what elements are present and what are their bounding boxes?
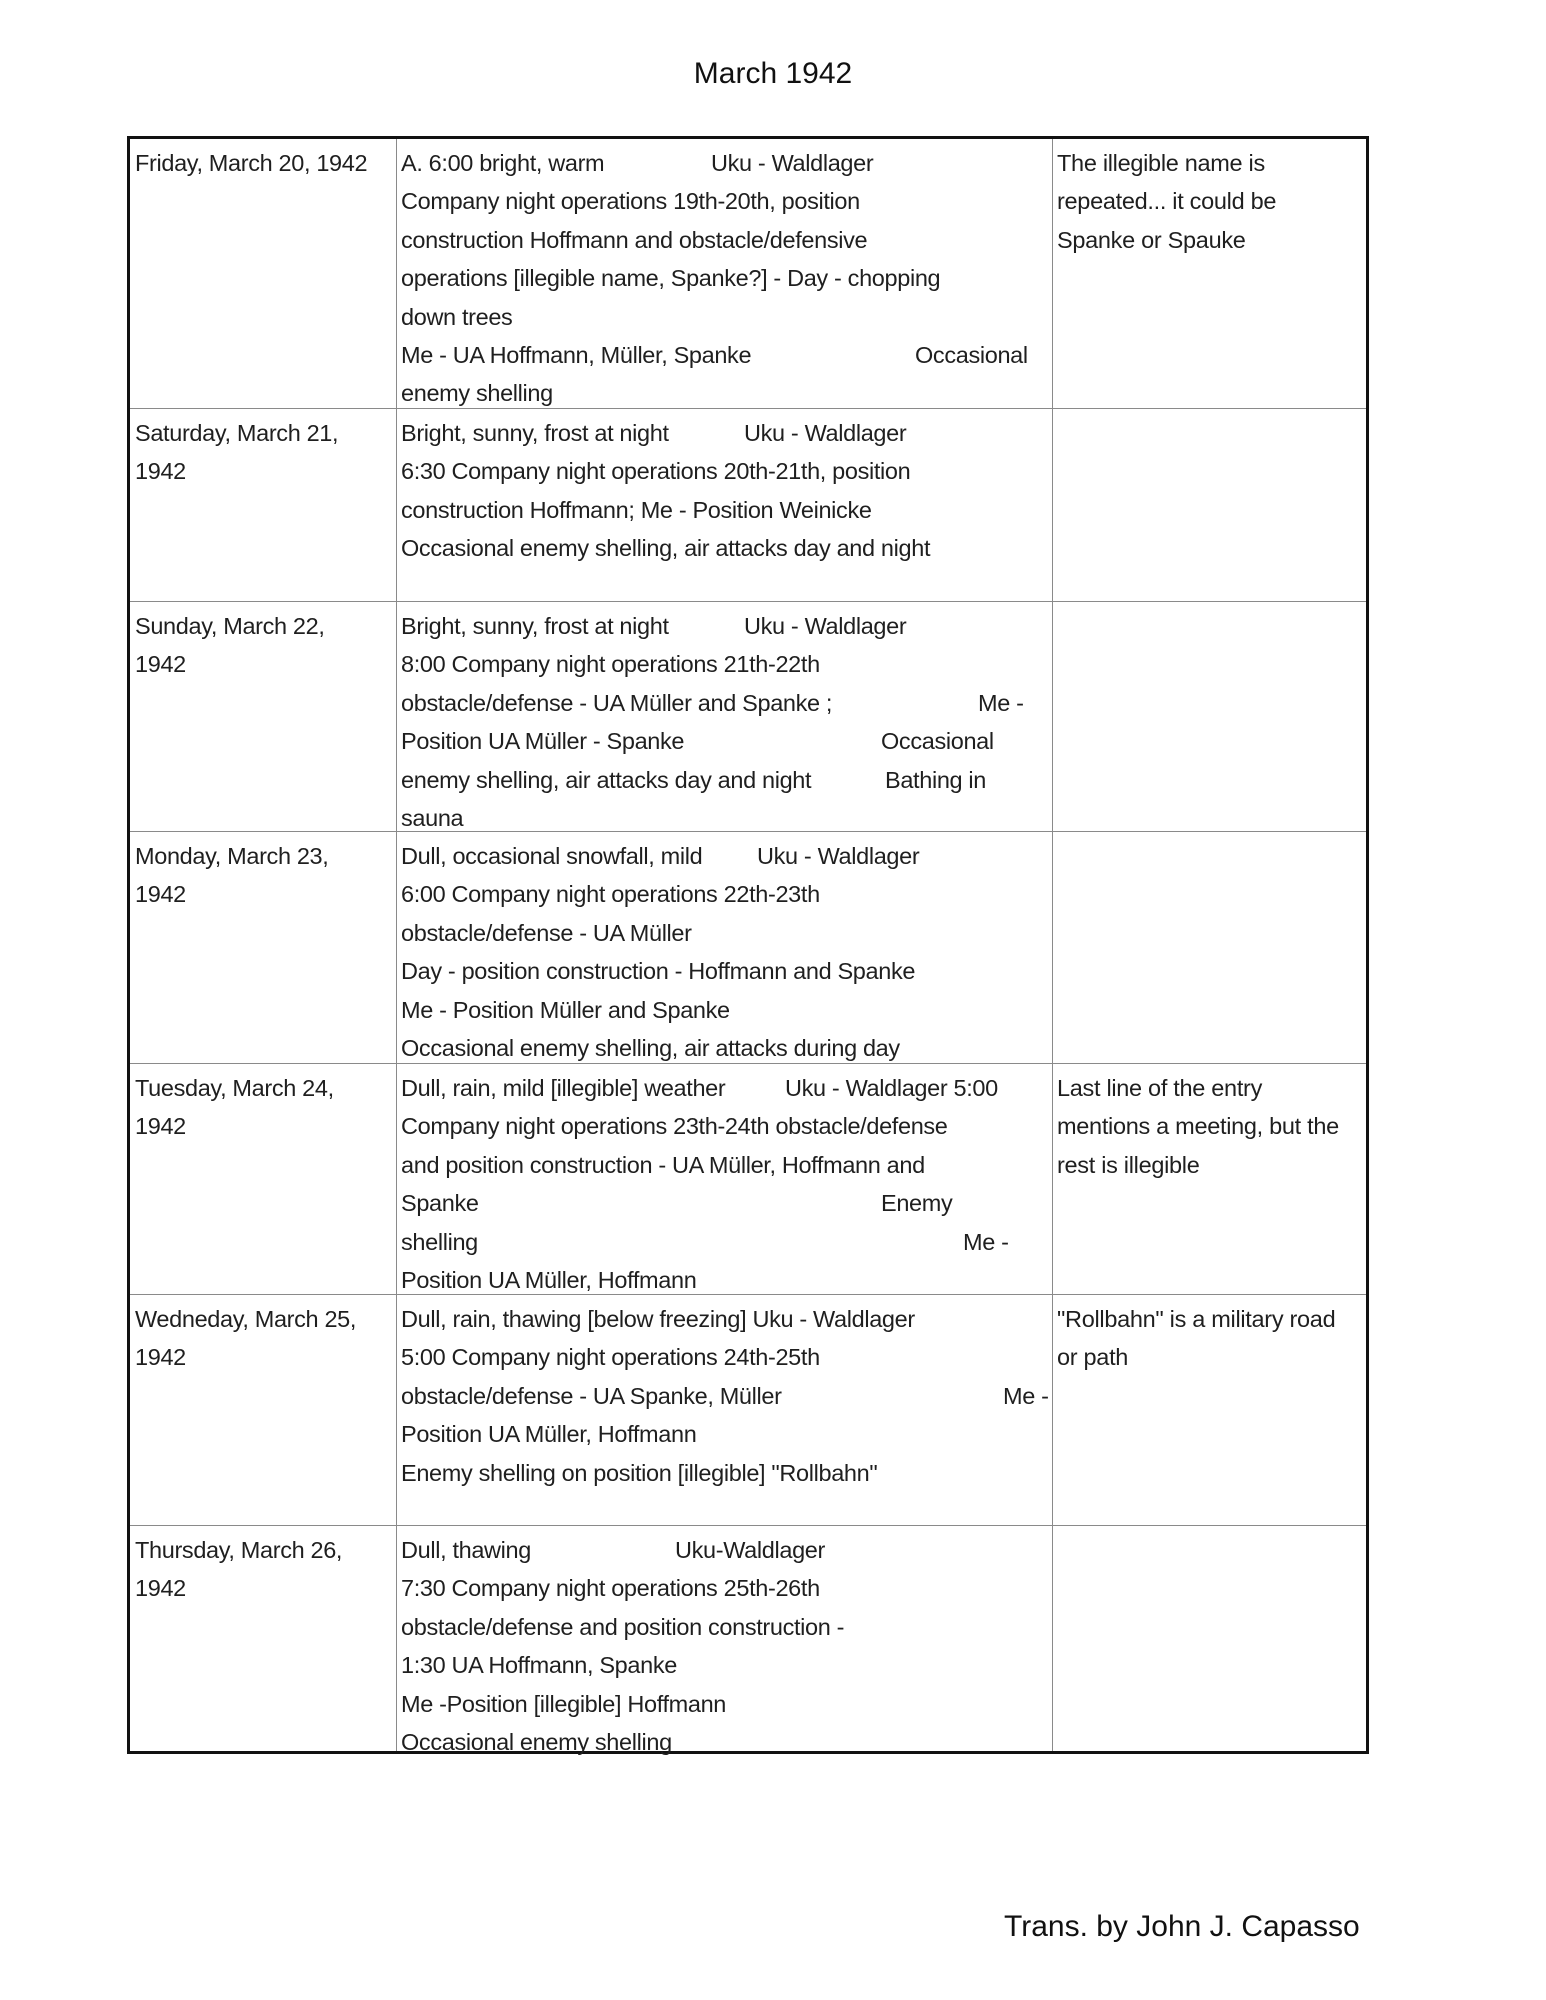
entry-text-right: Uku - Waldlager bbox=[744, 613, 907, 639]
entry-line bbox=[401, 761, 1052, 799]
entry-text: 5:00 Company night operations 24th-25th bbox=[401, 1344, 820, 1371]
entry-text: obstacle/defense and position construction - bbox=[401, 1613, 845, 1640]
entry-line bbox=[401, 1261, 1052, 1299]
entry-line bbox=[401, 182, 1052, 220]
entry-text: Dull, thawing bbox=[401, 1537, 531, 1563]
entry-line bbox=[401, 1377, 1052, 1415]
entry-line bbox=[401, 529, 1052, 567]
entry-line bbox=[401, 875, 1052, 913]
entry-line bbox=[401, 298, 1052, 336]
entry-text: A. 6:00 bright, warm bbox=[401, 150, 605, 176]
note-text: Spanke or Spauke bbox=[1057, 226, 1246, 253]
entry-text: Me - UA Hoffmann, Müller, Spanke bbox=[401, 341, 752, 368]
entry-text-right: Me - bbox=[1003, 1382, 1049, 1409]
entry-line bbox=[401, 221, 1052, 259]
date-text: 1942 bbox=[135, 881, 186, 908]
date-text: 1942 bbox=[135, 458, 186, 485]
entry-text-right: Bathing in bbox=[885, 766, 987, 793]
entry-line bbox=[401, 837, 1052, 875]
table-row bbox=[130, 602, 1366, 832]
entry-text: Occasional enemy shelling, air attacks during day bbox=[401, 1034, 900, 1061]
entry-line bbox=[401, 1146, 1052, 1184]
entry-cell bbox=[397, 139, 1053, 408]
entry-cell bbox=[397, 832, 1053, 1063]
date-text: 1942 bbox=[135, 651, 186, 678]
entry-cell bbox=[397, 1295, 1053, 1525]
entry-line bbox=[401, 374, 1052, 412]
entry-cell bbox=[397, 602, 1053, 831]
date-cell bbox=[130, 139, 397, 408]
entry-cell bbox=[397, 1526, 1053, 1755]
entry-text-right: Me - bbox=[963, 1228, 1009, 1255]
entry-text: Position UA Müller, Hoffmann bbox=[401, 1421, 697, 1448]
date-text: 1942 bbox=[135, 1344, 186, 1371]
translator-credit: Trans. by John J. Capasso bbox=[1004, 1910, 1360, 1943]
date-text: Thursday, March 26, bbox=[135, 1537, 343, 1563]
note-text: The illegible name is bbox=[1057, 150, 1265, 176]
note-cell bbox=[1053, 1526, 1366, 1751]
table-row bbox=[130, 1064, 1366, 1295]
date-cell bbox=[130, 1526, 397, 1751]
date-text: Monday, March 23, bbox=[135, 843, 329, 869]
entry-line bbox=[401, 1531, 1052, 1569]
entry-text: 8:00 Company night operations 21th-22th bbox=[401, 651, 820, 678]
date-cell bbox=[130, 1295, 397, 1525]
entry-line bbox=[401, 1338, 1052, 1376]
entry-text: Position UA Müller, Hoffmann bbox=[401, 1266, 697, 1293]
entry-line bbox=[401, 991, 1052, 1029]
entry-line bbox=[401, 1300, 1052, 1338]
date-cell bbox=[130, 602, 397, 831]
entry-text: shelling bbox=[401, 1228, 478, 1255]
entry-text: 6:30 Company night operations 20th-21th, position bbox=[401, 458, 911, 485]
diary-table bbox=[127, 136, 1369, 1754]
date-text: Tuesday, March 24, bbox=[135, 1075, 334, 1101]
entry-line bbox=[401, 144, 1052, 182]
table-row bbox=[130, 832, 1366, 1064]
entry-text: Me - Position Müller and Spanke bbox=[401, 996, 730, 1023]
entry-text: construction Hoffmann and obstacle/defensive bbox=[401, 226, 868, 253]
entry-text: down trees bbox=[401, 303, 513, 330]
entry-line bbox=[401, 414, 1052, 452]
entry-text: Enemy shelling on position [illegible] "Rollbahn" bbox=[401, 1459, 878, 1486]
entry-text-right: Uku - Waldlager 5:00 bbox=[785, 1075, 998, 1101]
entry-text: Dull, rain, thawing [below freezing] Uku - Waldlager bbox=[401, 1306, 915, 1332]
note-text: "Rollbahn" is a military road bbox=[1057, 1306, 1336, 1332]
entry-text: enemy shelling, air attacks day and night bbox=[401, 766, 812, 793]
entry-line bbox=[401, 1454, 1052, 1492]
entry-text: 6:00 Company night operations 22th-23th bbox=[401, 881, 820, 908]
entry-text-right: Me - bbox=[978, 689, 1024, 716]
entry-text: 1:30 UA Hoffmann, Spanke bbox=[401, 1652, 677, 1679]
note-text: mentions a meeting, but the bbox=[1057, 1113, 1339, 1140]
entry-text: and position construction - UA Müller, Hoffmann and bbox=[401, 1151, 925, 1178]
entry-line bbox=[401, 1608, 1052, 1646]
date-text: 1942 bbox=[135, 1575, 186, 1602]
date-cell bbox=[130, 832, 397, 1063]
entry-cell bbox=[397, 1064, 1053, 1294]
entry-line bbox=[401, 1415, 1052, 1453]
entry-line bbox=[401, 336, 1052, 374]
entry-text: obstacle/defense - UA Spanke, Müller bbox=[401, 1382, 782, 1409]
entry-text: enemy shelling bbox=[401, 380, 553, 407]
date-text: 1942 bbox=[135, 1113, 186, 1140]
entry-text: Occasional enemy shelling bbox=[401, 1728, 672, 1755]
table-row bbox=[130, 139, 1366, 409]
date-text: Sunday, March 22, bbox=[135, 613, 325, 639]
entry-text-right: Enemy bbox=[881, 1190, 953, 1217]
entry-text-right: Uku - Waldlager bbox=[757, 843, 920, 869]
note-cell bbox=[1053, 409, 1366, 601]
note-cell bbox=[1053, 1295, 1366, 1525]
entry-line bbox=[401, 1646, 1052, 1684]
entry-text: Dull, occasional snowfall, mild bbox=[401, 843, 703, 869]
note-cell bbox=[1053, 602, 1366, 831]
date-text: Wedneday, March 25, bbox=[135, 1306, 357, 1332]
entry-text: Bright, sunny, frost at night bbox=[401, 613, 669, 639]
entry-text: 7:30 Company night operations 25th-26th bbox=[401, 1575, 820, 1602]
entry-text-right: Uku-Waldlager bbox=[675, 1537, 825, 1563]
entry-text: Company night operations 23th-24th obstacle/defense bbox=[401, 1113, 948, 1140]
entry-text: Me -Position [illegible] Hoffmann bbox=[401, 1690, 727, 1717]
note-text: repeated... it could be bbox=[1057, 188, 1277, 215]
entry-line bbox=[401, 452, 1052, 490]
entry-line bbox=[401, 952, 1052, 990]
entry-line bbox=[401, 1107, 1052, 1145]
entry-text: obstacle/defense - UA Müller and Spanke ; bbox=[401, 689, 833, 716]
entry-text: Company night operations 19th-20th, position bbox=[401, 188, 860, 215]
entry-line bbox=[401, 1723, 1052, 1761]
note-cell bbox=[1053, 832, 1366, 1063]
table-row bbox=[130, 1295, 1366, 1526]
table-row bbox=[130, 1526, 1366, 1755]
entry-text: Spanke bbox=[401, 1190, 479, 1217]
entry-line bbox=[401, 1569, 1052, 1607]
note-text: Last line of the entry bbox=[1057, 1075, 1263, 1101]
entry-line bbox=[401, 1029, 1052, 1067]
entry-text-right: Occasional bbox=[881, 728, 994, 755]
entry-text: operations [illegible name, Spanke?] - Day - chopping bbox=[401, 265, 941, 292]
entry-line bbox=[401, 1069, 1052, 1107]
entry-line bbox=[401, 1223, 1052, 1261]
entry-line bbox=[401, 259, 1052, 297]
date-cell bbox=[130, 409, 397, 601]
entry-text: Position UA Müller - Spanke bbox=[401, 728, 685, 755]
entry-text: Day - position construction - Hoffmann and Spanke bbox=[401, 958, 916, 985]
date-text: Saturday, March 21, bbox=[135, 420, 339, 446]
entry-line bbox=[401, 1184, 1052, 1222]
entry-text: Dull, rain, mild [illegible] weather bbox=[401, 1075, 726, 1101]
note-text: or path bbox=[1057, 1344, 1129, 1371]
entry-text-right: Uku - Waldlager bbox=[711, 150, 874, 176]
entry-text-right: Occasional bbox=[915, 341, 1028, 368]
entry-text: obstacle/defense - UA Müller bbox=[401, 919, 692, 946]
page-title: March 1942 bbox=[693, 57, 853, 90]
note-text: rest is illegible bbox=[1057, 1151, 1200, 1178]
entry-text: construction Hoffmann; Me - Position Weinicke bbox=[401, 496, 872, 523]
note-cell bbox=[1053, 1064, 1366, 1294]
table-row bbox=[130, 409, 1366, 602]
entry-line bbox=[401, 607, 1052, 645]
entry-line bbox=[401, 645, 1052, 683]
entry-line bbox=[401, 722, 1052, 760]
entry-line bbox=[401, 491, 1052, 529]
entry-line bbox=[401, 684, 1052, 722]
entry-line bbox=[401, 914, 1052, 952]
note-cell bbox=[1053, 139, 1366, 408]
entry-cell bbox=[397, 409, 1053, 601]
entry-text: Occasional enemy shelling, air attacks day and night bbox=[401, 535, 931, 562]
date-text: Friday, March 20, 1942 bbox=[135, 150, 368, 176]
entry-text: sauna bbox=[401, 804, 464, 831]
date-cell bbox=[130, 1064, 397, 1294]
entry-text-right: Uku - Waldlager bbox=[744, 420, 907, 446]
entry-line bbox=[401, 1685, 1052, 1723]
entry-text: Bright, sunny, frost at night bbox=[401, 420, 669, 446]
